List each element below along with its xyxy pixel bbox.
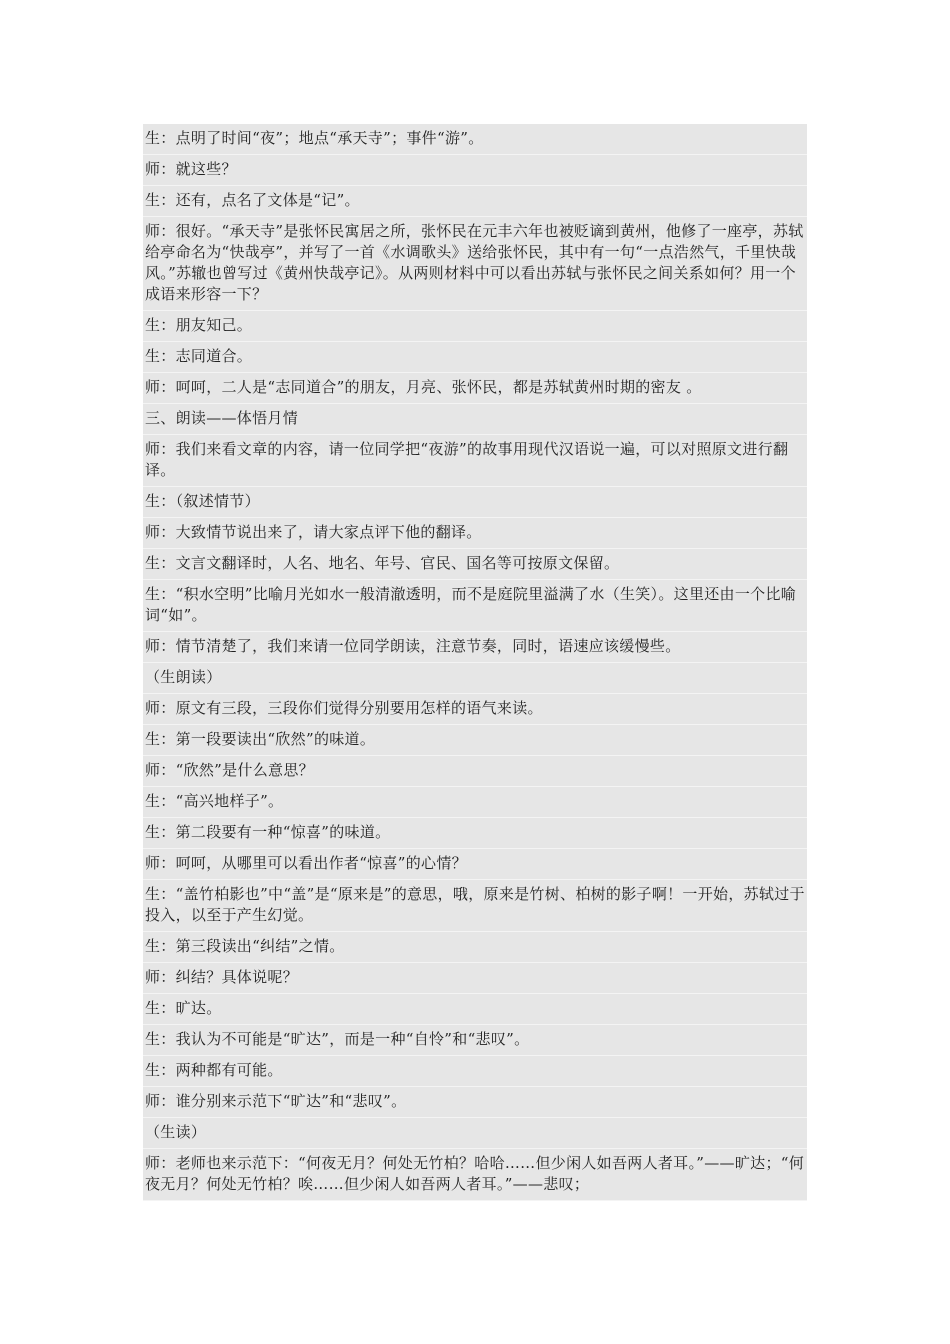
paragraph: 师：就这些？	[143, 155, 807, 186]
paragraph: 师：呵呵，从哪里可以看出作者“惊喜”的心情？	[143, 849, 807, 880]
paragraph: 生：“高兴地样子”。	[143, 787, 807, 818]
section-heading: 三、朗读——体悟月情	[143, 404, 807, 435]
paragraph: 生：点明了时间“夜”；地点“承天寺”；事件“游”。	[143, 124, 807, 155]
paragraph: 师：“欣然”是什么意思？	[143, 756, 807, 787]
paragraph: 师：纠结？具体说呢？	[143, 963, 807, 994]
paragraph: 生：“盖竹柏影也”中“盖”是“原来是”的意思，哦，原来是竹树、柏树的影子啊！一开始，苏轼过于投入，以至于产生幻觉。	[143, 880, 807, 932]
paragraph: 生：旷达。	[143, 994, 807, 1025]
paragraph: 师：我们来看文章的内容，请一位同学把“夜游”的故事用现代汉语说一遍，可以对照原文进行翻译。	[143, 435, 807, 487]
paragraph: 生：我认为不可能是“旷达”，而是一种“自怜”和“悲叹”。	[143, 1025, 807, 1056]
paragraph: 生：第一段要读出“欣然”的味道。	[143, 725, 807, 756]
paragraph: 师：呵呵，二人是“志同道合”的朋友，月亮、张怀民，都是苏轼黄州时期的密友 。	[143, 373, 807, 404]
paragraph: （生读）	[143, 1118, 807, 1149]
paragraph: 生：第二段要有一种“惊喜”的味道。	[143, 818, 807, 849]
paragraph: 生：两种都有可能。	[143, 1056, 807, 1087]
paragraph: 师：原文有三段，三段你们觉得分别要用怎样的语气来读。	[143, 694, 807, 725]
paragraph: 生：志同道合。	[143, 342, 807, 373]
paragraph: 师：大致情节说出来了，请大家点评下他的翻译。	[143, 518, 807, 549]
paragraph: （生朗读）	[143, 663, 807, 694]
paragraph: 生：（叙述情节）	[143, 487, 807, 518]
paragraph: 生：朋友知己。	[143, 311, 807, 342]
paragraph: 师：情节清楚了，我们来请一位同学朗读，注意节奏，同时，语速应该缓慢些。	[143, 632, 807, 663]
paragraph: 生：文言文翻译时，人名、地名、年号、官民、国名等可按原文保留。	[143, 549, 807, 580]
paragraph: 生：第三段读出“纠结”之情。	[143, 932, 807, 963]
paragraph: 师：谁分别来示范下“旷达”和“悲叹”。	[143, 1087, 807, 1118]
paragraph: 师：老师也来示范下：“何夜无月？何处无竹柏？哈哈……但少闲人如吾两人者耳。”——旷达；“何夜无月？何处无竹柏？唉……但少闲人如吾两人者耳。”——悲叹；	[143, 1149, 807, 1201]
document-body	[143, 124, 807, 1201]
paragraph: 生：“积水空明”比喻月光如水一般清澈透明，而不是庭院里溢满了水（生笑）。这里还由一个比喻词“如”。	[143, 580, 807, 632]
paragraph: 师：很好。“承天寺”是张怀民寓居之所，张怀民在元丰六年也被贬谪到黄州，他修了一座亭，苏轼给亭命名为“快哉亭”，并写了一首《水调歌头》送给张怀民，其中有一句“一点浩然气，千里快哉风。”苏辙也曾写过《黄州快哉亭记》。从两则材料中可以看出苏轼与张怀民之间关系如何？用一个成语来形容一下？	[143, 217, 807, 311]
paragraph: 生：还有，点名了文体是“记”。	[143, 186, 807, 217]
